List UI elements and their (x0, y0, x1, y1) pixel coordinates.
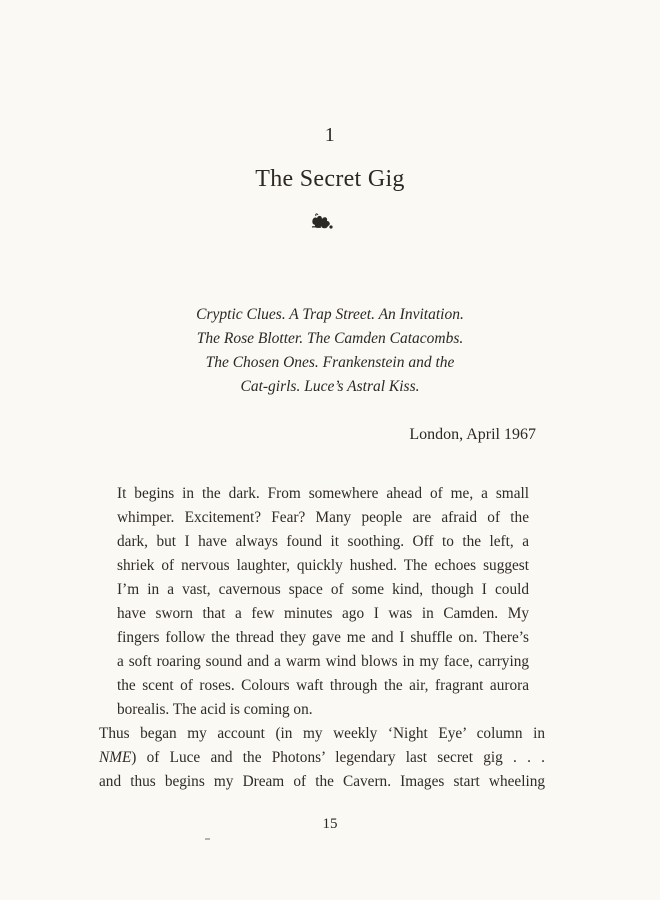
floral-ornament-icon (310, 212, 334, 232)
text-line: and thus begins my Dream of the Cavern. Images start wheeling (99, 773, 545, 790)
body-paragraph-1 (117, 482, 529, 722)
body-paragraph-2 (99, 722, 545, 794)
text-line: I’m in a vast, cavernous space of some kind, though I could (117, 581, 529, 598)
synopsis-line: Cryptic Clues. A Trap Street. An Invitation. (196, 306, 464, 323)
page-number: 15 (322, 816, 338, 832)
text-line: shriek of nervous laughter, quickly hushed. The echoes suggest (117, 557, 529, 574)
chapter-number: 1 (324, 124, 336, 146)
text-line: Thus began my account (in my weekly ‘Night Eye’ column in (99, 725, 545, 742)
text-line: a soft roaring sound and a warm wind blows in my face, carrying (117, 653, 529, 670)
text-line: whimper. Excitement? Fear? Many people are afraid of the (117, 509, 529, 526)
text-line: It begins in the dark. From somewhere ahead of me, a small (117, 485, 529, 502)
chapter-synopsis (0, 303, 660, 399)
chapter-title: The Secret Gig (255, 166, 405, 192)
synopsis-line: The Rose Blotter. The Camden Catacombs. (196, 330, 464, 347)
scan-speck (205, 838, 210, 840)
text-line (99, 746, 545, 770)
synopsis-line: The Chosen Ones. Frankenstein and the (205, 354, 455, 371)
synopsis-line: Cat-girls. Luce’s Astral Kiss. (240, 378, 420, 395)
text-line: borealis. The acid is coming on. (117, 701, 313, 718)
text-line: the scent of roses. Colours waft through the air, fragrant aurora (117, 677, 529, 694)
text-line: fingers follow the thread they gave me and I shuffle on. There’s (117, 629, 529, 646)
text-line-rest: ) of Luce and the Photons’ legendary last secret gig . . . (131, 749, 545, 766)
dateline: London, April 1967 (409, 426, 536, 443)
text-line: dark, but I have always found it soothing. Off to the left, a (117, 533, 529, 550)
text-line: have sworn that a few minutes ago I was in Camden. My (117, 605, 529, 622)
publication-name: NME (99, 749, 132, 766)
